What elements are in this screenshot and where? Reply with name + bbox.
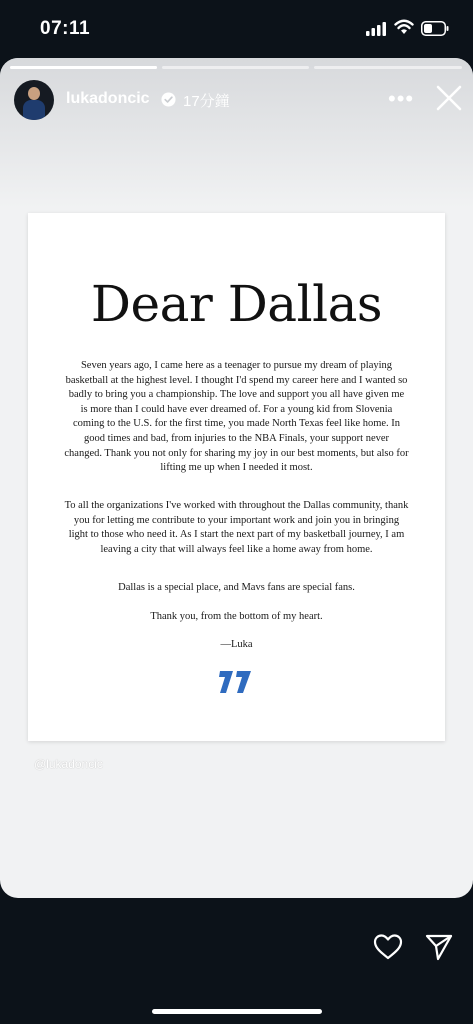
story-progress-segment-3 bbox=[314, 66, 462, 69]
letter-signoff: —Luka bbox=[220, 639, 253, 650]
wifi-icon bbox=[394, 19, 414, 36]
avatar-jersey bbox=[23, 100, 45, 120]
letter-paragraph: Thank you, from the bottom of my heart. bbox=[150, 611, 323, 622]
story-progress-segment-2 bbox=[162, 66, 309, 69]
story-username[interactable]: lukadoncic bbox=[66, 90, 150, 107]
home-indicator bbox=[152, 1009, 322, 1014]
send-icon[interactable] bbox=[425, 933, 453, 961]
story-progress-segment-1 bbox=[10, 66, 157, 69]
close-icon[interactable] bbox=[435, 84, 463, 112]
story-time-ago: 17分鐘 bbox=[183, 93, 230, 110]
verified-badge-icon bbox=[161, 92, 176, 107]
status-bar bbox=[0, 0, 473, 58]
letter-paragraph: To all the organizations I've worked with throughout the Dallas community, thank you for letting me contribute to your important work and join you in bringing light to those who need it. As I start the next part of my basketball journey, I am leaving a city that will always feel like a home away from home. bbox=[64, 500, 409, 555]
avatar-head bbox=[28, 87, 40, 100]
story-header-gradient bbox=[0, 58, 473, 208]
letter-image bbox=[28, 213, 445, 741]
avatar[interactable] bbox=[14, 80, 54, 120]
cellular-signal-icon bbox=[366, 22, 386, 36]
luka-77-logo bbox=[218, 668, 254, 696]
letter-title: Dear Dallas bbox=[90, 275, 383, 333]
letter-paragraph: Dallas is a special place, and Mavs fans are special fans. bbox=[118, 582, 355, 593]
username-watermark: @lukadoncic bbox=[34, 757, 103, 771]
story-progress-fill bbox=[10, 66, 157, 69]
more-options-icon[interactable]: ••• bbox=[388, 86, 415, 111]
heart-icon[interactable] bbox=[373, 933, 403, 961]
letter-paragraph: Seven years ago, I came here as a teenager to pursue my dream of playing basketball at the highest level. I thought I'd spend my career here and I wanted so badly to bring you a championship. The love and support you all have given me is more than I could have ever dreamed of. For a young kid from Slovenia coming to the U.S. for the first time, you made North Texas feel like home. In good times and bad, from injuries to the NBA Finals, your support never changed. Thank you not only for sharing my joy in our best moments, but also for lifting me up when I needed it most. bbox=[64, 360, 409, 474]
status-time: 07:11 bbox=[40, 18, 91, 39]
battery-icon bbox=[421, 21, 449, 36]
